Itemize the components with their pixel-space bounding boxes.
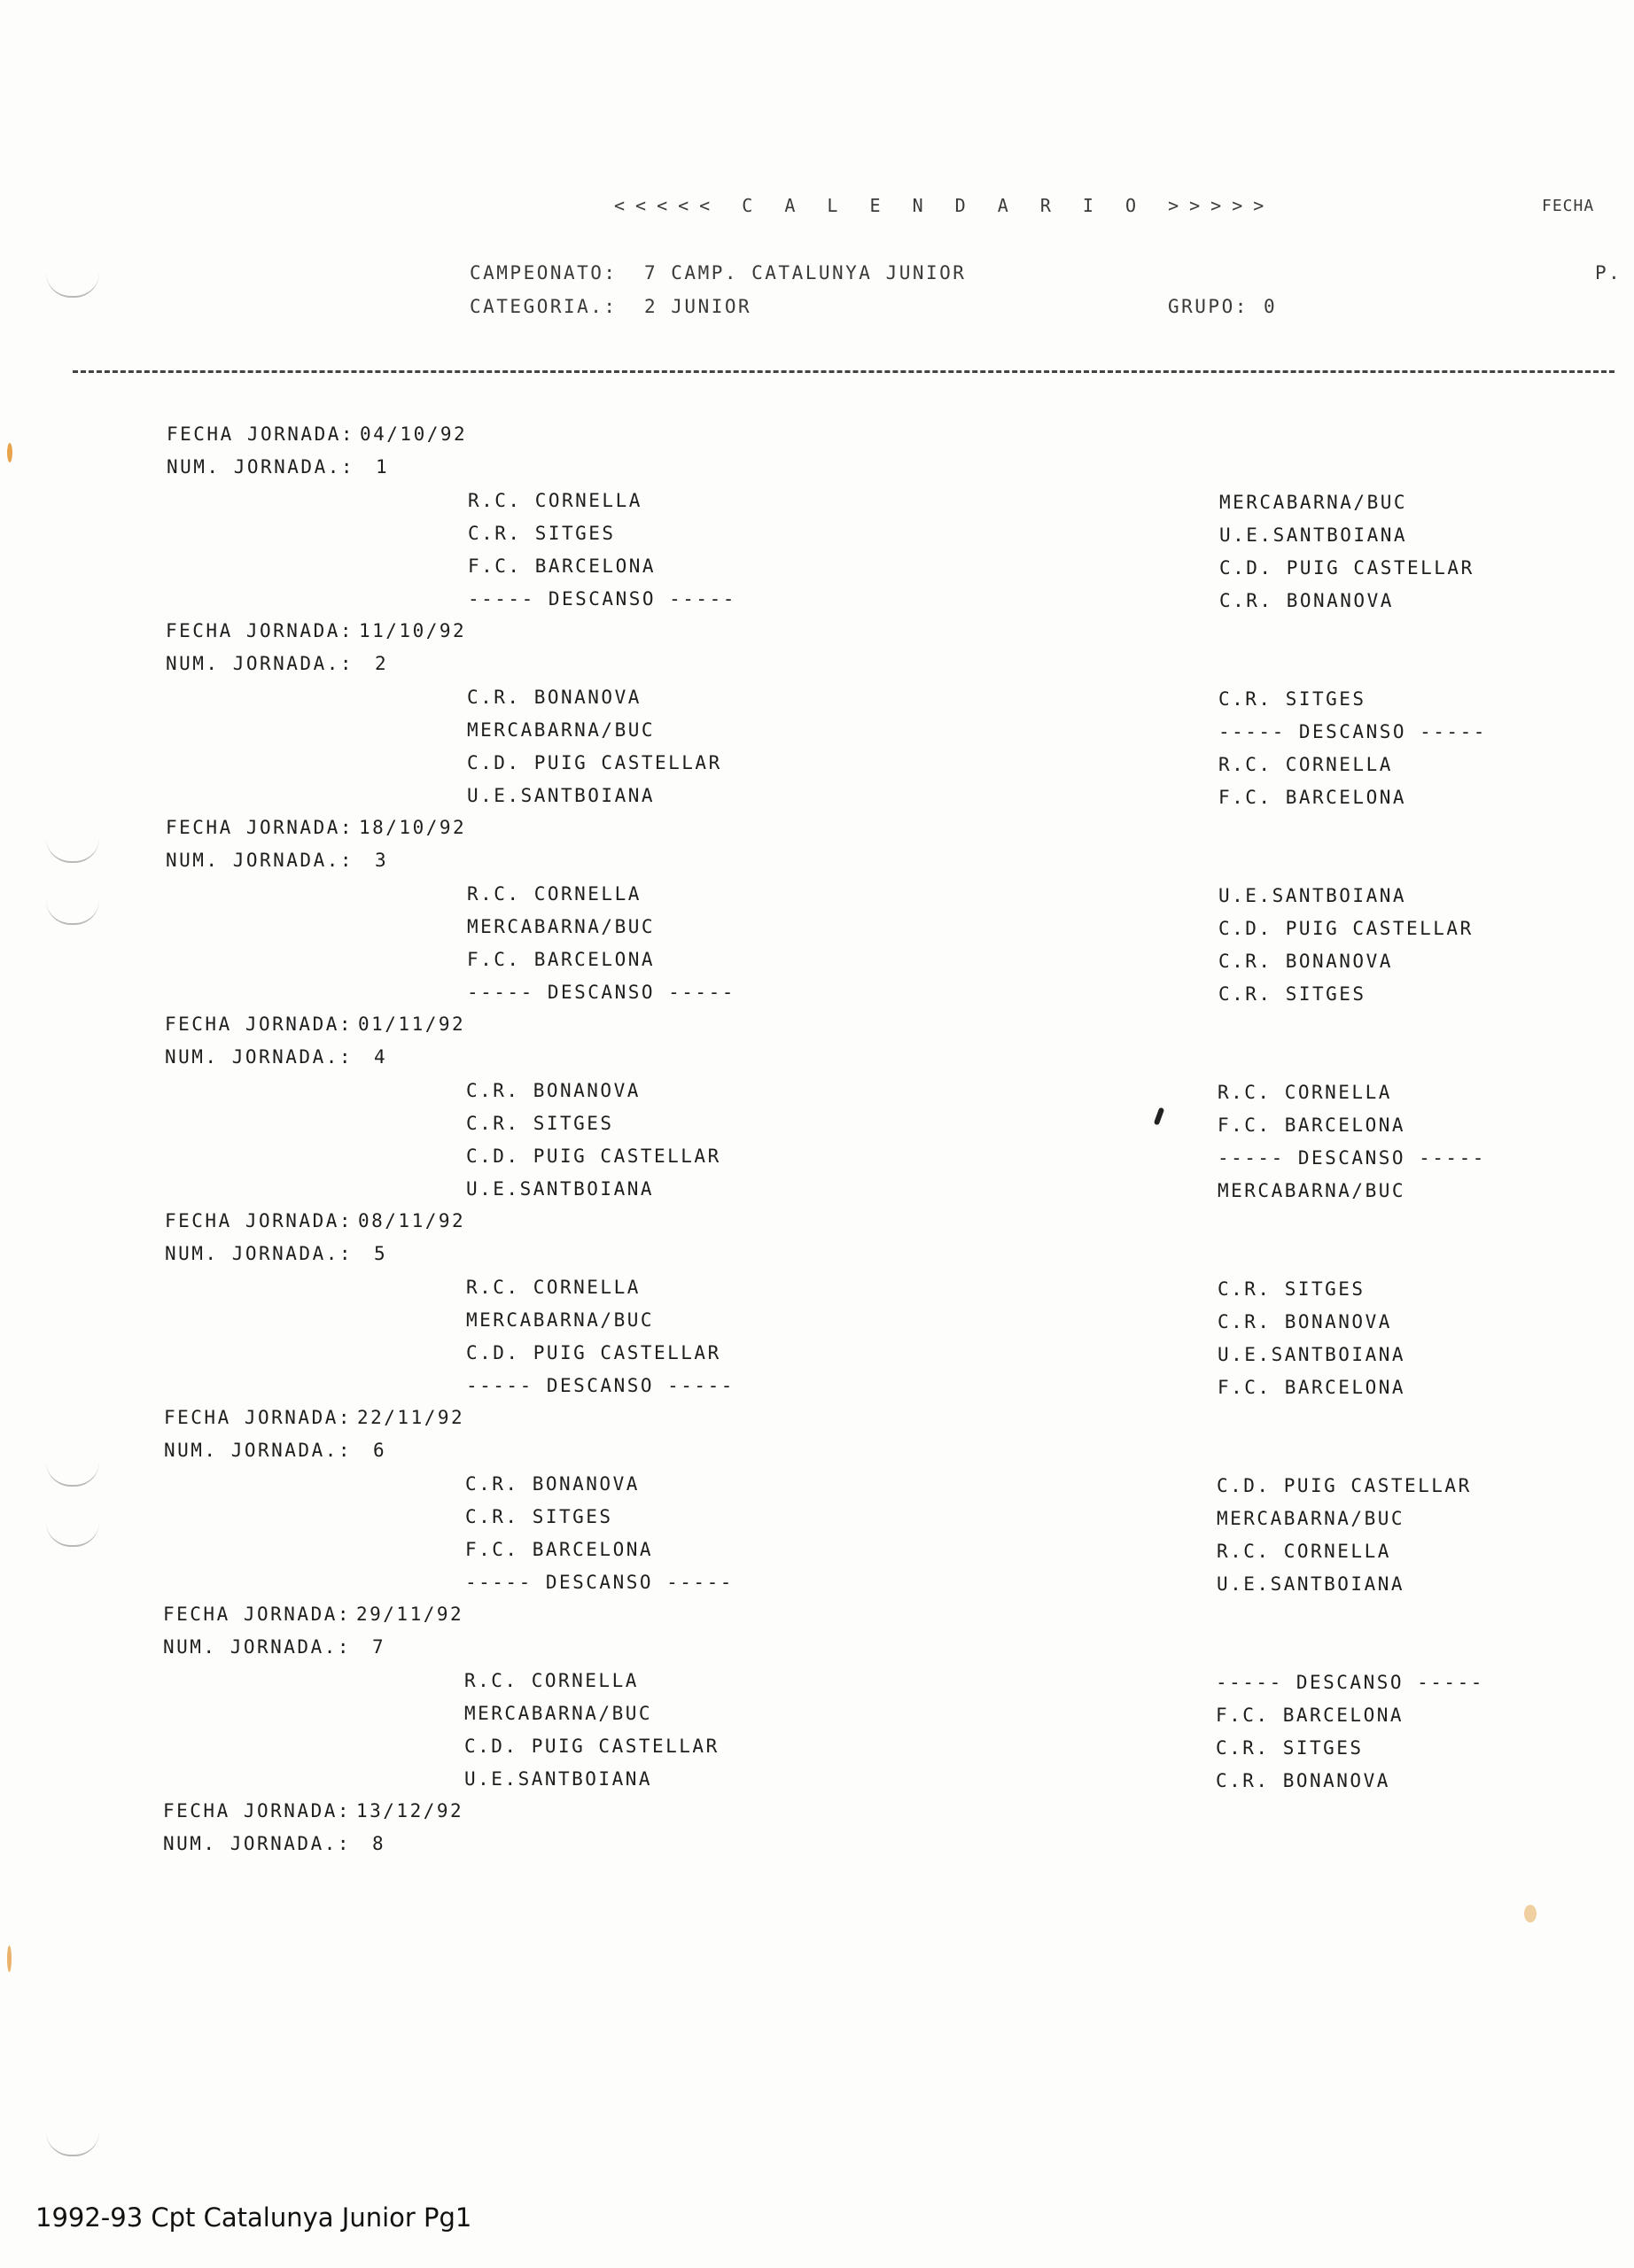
campeonato-label: CAMPEONATO: bbox=[470, 262, 618, 284]
visitor-team: F.C. BARCELONA bbox=[1218, 1115, 1406, 1136]
num-jornada-value: 5 bbox=[374, 1243, 388, 1264]
categoria-label: CATEGORIA.: bbox=[470, 296, 618, 317]
visitor-team: U.E.SANTBOIANA bbox=[1217, 1573, 1405, 1595]
local-team: R.C. CORNELLA bbox=[464, 1670, 639, 1691]
fecha-jornada-value: 29/11/92 bbox=[356, 1604, 464, 1625]
punch-hole bbox=[46, 1462, 99, 1487]
visitor-team: ----- DESCANSO ----- bbox=[1216, 1672, 1484, 1693]
num-jornada-label: NUM. JORNADA.: bbox=[166, 653, 354, 674]
visitor-team: R.C. CORNELLA bbox=[1218, 754, 1393, 775]
visitor-team: C.R. BONANOVA bbox=[1216, 1770, 1390, 1791]
visitor-team: MERCABARNA/BUC bbox=[1218, 1180, 1406, 1201]
num-jornada-label: NUM. JORNADA.: bbox=[165, 1243, 354, 1264]
num-jornada-value: 8 bbox=[372, 1833, 386, 1854]
local-team: MERCABARNA/BUC bbox=[464, 1703, 653, 1724]
num-jornada-value: 1 bbox=[376, 456, 390, 478]
local-team: MERCABARNA/BUC bbox=[466, 1309, 655, 1331]
num-jornada-value: 6 bbox=[373, 1440, 387, 1461]
visitor-team: F.C. BARCELONA bbox=[1218, 1377, 1406, 1398]
visitor-team: R.C. CORNELLA bbox=[1217, 1541, 1391, 1562]
visitor-team: C.R. SITGES bbox=[1216, 1737, 1364, 1759]
local-team: C.D. PUIG CASTELLAR bbox=[467, 752, 722, 773]
local-team: C.R. BONANOVA bbox=[466, 1080, 641, 1101]
local-team: MERCABARNA/BUC bbox=[467, 719, 656, 741]
local-team: R.C. CORNELLA bbox=[466, 1277, 641, 1298]
page-caption: 1992-93 Cpt Catalunya Junior Pg1 bbox=[35, 2202, 472, 2233]
local-team: C.R. BONANOVA bbox=[467, 687, 642, 708]
grupo-label: GRUPO: bbox=[1168, 296, 1249, 317]
fecha-jornada-value: 04/10/92 bbox=[360, 423, 468, 445]
visitor-team: C.R. BONANOVA bbox=[1219, 590, 1394, 611]
local-team: U.E.SANTBOIANA bbox=[464, 1768, 653, 1790]
visitor-team: ----- DESCANSO ----- bbox=[1218, 721, 1487, 742]
visitor-team: C.R. SITGES bbox=[1218, 983, 1366, 1005]
visitor-team: C.R. SITGES bbox=[1218, 1278, 1366, 1300]
calendar-title: <<<<< C A L E N D A R I O >>>>> bbox=[614, 195, 1275, 216]
visitor-team: MERCABARNA/BUC bbox=[1217, 1508, 1405, 1529]
local-team: U.E.SANTBOIANA bbox=[466, 1178, 655, 1200]
fecha-jornada-label: FECHA JORNADA: bbox=[167, 423, 355, 445]
fecha-jornada-value: 01/11/92 bbox=[358, 1014, 466, 1035]
local-team: ----- DESCANSO ----- bbox=[466, 1375, 735, 1396]
local-team: R.C. CORNELLA bbox=[468, 490, 642, 511]
visitor-team: C.R. BONANOVA bbox=[1218, 951, 1393, 972]
fecha-jornada-value: 13/12/92 bbox=[356, 1800, 464, 1821]
fecha-jornada-label: FECHA JORNADA: bbox=[165, 1014, 354, 1035]
visitor-team: F.C. BARCELONA bbox=[1216, 1705, 1404, 1726]
num-jornada-label: NUM. JORNADA.: bbox=[163, 1636, 352, 1658]
num-jornada-value: 3 bbox=[375, 850, 389, 871]
num-jornada-value: 7 bbox=[372, 1636, 386, 1658]
categoria-value: 2 JUNIOR bbox=[644, 296, 752, 317]
corner-page: P. bbox=[1595, 262, 1622, 284]
punch-hole bbox=[46, 838, 99, 863]
fecha-jornada-label: FECHA JORNADA: bbox=[164, 1407, 353, 1428]
dashed-separator bbox=[73, 370, 1615, 373]
local-team: MERCABARNA/BUC bbox=[467, 916, 656, 937]
local-team: C.R. SITGES bbox=[465, 1506, 613, 1527]
fecha-jornada-label: FECHA JORNADA: bbox=[166, 817, 354, 838]
fecha-jornada-value: 11/10/92 bbox=[359, 620, 467, 641]
corner-fecha: FECHA bbox=[1542, 197, 1595, 215]
visitor-team: MERCABARNA/BUC bbox=[1219, 492, 1408, 513]
local-team: ----- DESCANSO ----- bbox=[468, 588, 736, 610]
punch-hole bbox=[46, 1522, 99, 1547]
visitor-team: R.C. CORNELLA bbox=[1218, 1082, 1392, 1103]
num-jornada-value: 2 bbox=[375, 653, 389, 674]
fecha-jornada-label: FECHA JORNADA: bbox=[163, 1800, 352, 1821]
local-team: C.R. SITGES bbox=[466, 1113, 614, 1134]
fecha-jornada-value: 22/11/92 bbox=[357, 1407, 465, 1428]
local-team: ----- DESCANSO ----- bbox=[467, 982, 735, 1003]
punch-hole bbox=[46, 273, 99, 298]
local-team: F.C. BARCELONA bbox=[468, 555, 657, 577]
local-team: U.E.SANTBOIANA bbox=[467, 785, 656, 806]
visitor-team: C.R. BONANOVA bbox=[1218, 1311, 1392, 1332]
visitor-team: C.D. PUIG CASTELLAR bbox=[1217, 1475, 1472, 1496]
local-team: C.D. PUIG CASTELLAR bbox=[466, 1146, 721, 1167]
campeonato-value: 7 CAMP. CATALUNYA JUNIOR bbox=[644, 262, 967, 284]
stain-mark bbox=[7, 443, 12, 462]
visitor-team: U.E.SANTBOIANA bbox=[1218, 885, 1407, 906]
visitor-team: C.D. PUIG CASTELLAR bbox=[1218, 918, 1474, 939]
local-team: ----- DESCANSO ----- bbox=[465, 1572, 734, 1593]
visitor-team: ----- DESCANSO ----- bbox=[1218, 1147, 1486, 1169]
local-team: F.C. BARCELONA bbox=[465, 1539, 654, 1560]
stain-mark bbox=[1524, 1905, 1537, 1922]
stain-mark bbox=[7, 1946, 12, 1972]
num-jornada-label: NUM. JORNADA.: bbox=[166, 850, 354, 871]
local-team: C.R. BONANOVA bbox=[465, 1473, 640, 1495]
punch-hole bbox=[46, 2132, 99, 2156]
fecha-jornada-label: FECHA JORNADA: bbox=[163, 1604, 352, 1625]
visitor-team: U.E.SANTBOIANA bbox=[1218, 1344, 1406, 1365]
stain-mark bbox=[1154, 1107, 1164, 1126]
num-jornada-label: NUM. JORNADA.: bbox=[164, 1440, 353, 1461]
local-team: C.R. SITGES bbox=[468, 523, 616, 544]
visitor-team: U.E.SANTBOIANA bbox=[1219, 524, 1408, 546]
num-jornada-label: NUM. JORNADA.: bbox=[163, 1833, 352, 1854]
visitor-team: C.R. SITGES bbox=[1218, 688, 1366, 710]
num-jornada-label: NUM. JORNADA.: bbox=[165, 1046, 354, 1068]
local-team: F.C. BARCELONA bbox=[467, 949, 656, 970]
visitor-team: C.D. PUIG CASTELLAR bbox=[1219, 557, 1474, 579]
fecha-jornada-value: 18/10/92 bbox=[359, 817, 467, 838]
local-team: C.D. PUIG CASTELLAR bbox=[464, 1736, 720, 1757]
num-jornada-label: NUM. JORNADA.: bbox=[167, 456, 355, 478]
grupo-value: 0 bbox=[1264, 296, 1278, 317]
local-team: C.D. PUIG CASTELLAR bbox=[466, 1342, 721, 1363]
local-team: R.C. CORNELLA bbox=[467, 883, 642, 905]
fecha-jornada-label: FECHA JORNADA: bbox=[166, 620, 354, 641]
fecha-jornada-value: 08/11/92 bbox=[358, 1210, 466, 1231]
visitor-team: F.C. BARCELONA bbox=[1218, 787, 1407, 808]
punch-hole bbox=[46, 900, 99, 925]
fecha-jornada-label: FECHA JORNADA: bbox=[165, 1210, 354, 1231]
num-jornada-value: 4 bbox=[374, 1046, 388, 1068]
